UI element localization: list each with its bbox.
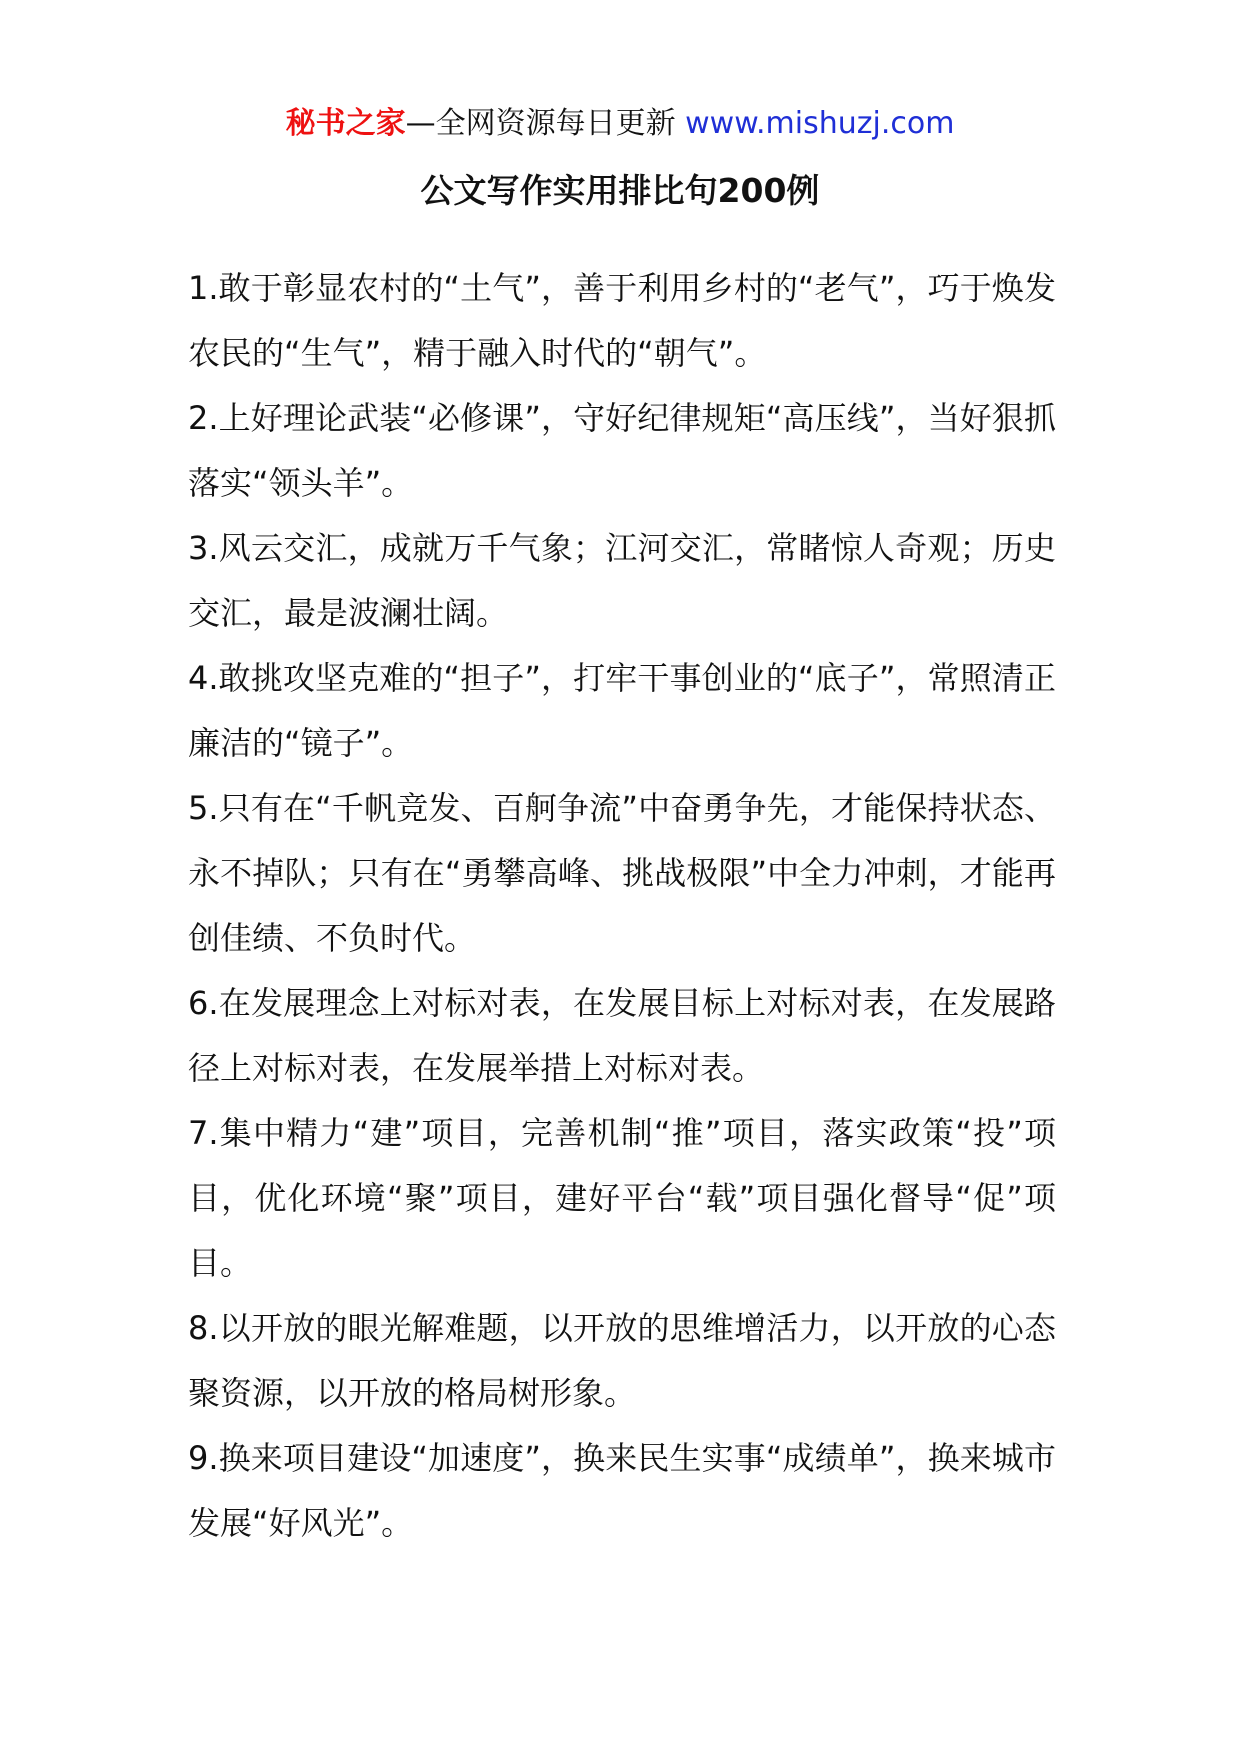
list-item: 1.敢于彰显农村的“土气”，善于利用乡村的“老气”，巧于焕发农民的“生气”，精于融入时代的“朝气”。 [188,269,1056,372]
list-item: 6.在发展理念上对标对表，在发展目标上对标对表，在发展路径上对标对表，在发展举措上对标对表。 [188,984,1056,1087]
site-name: 秘书之家 [285,106,406,141]
site-tagline: —全网资源每日更新 [405,106,686,141]
list-item: 4.敢挑攻坚克难的“担子”，打牢干事创业的“底子”，常照清正廉洁的“镜子”。 [188,659,1056,762]
list-item: 9.换来项目建设“加速度”，换来民生实事“成绩单”，换来城市发展“好风光”。 [188,1439,1056,1542]
site-url-link[interactable]: www.mishuzj.com [685,106,955,141]
site-header [0,100,1240,148]
list-item: 5.只有在“千帆竞发、百舸争流”中奋勇争先，才能保持状态、永不掉队；只有在“勇攀高峰、挑战极限”中全力冲刺，才能再创佳绩、不负时代。 [188,789,1056,957]
list-item: 7.集中精力“建”项目，完善机制“推”项目，落实政策“投”项目，优化环境“聚”项目，建好平台“载”项目强化督导“促”项目。 [188,1114,1056,1282]
list-item: 2.上好理论武装“必修课”，守好纪律规矩“高压线”，当好狠抓落实“领头羊”。 [188,399,1056,502]
document-body [188,256,1056,1556]
document-title: 公文写作实用排比句200例 [420,171,820,210]
list-item: 3.风云交汇，成就万千气象；江河交汇，常睹惊人奇观；历史交汇，最是波澜壮阔。 [188,529,1056,632]
list-item: 8.以开放的眼光解难题，以开放的思维增活力，以开放的心态聚资源，以开放的格局树形象。 [188,1309,1056,1412]
